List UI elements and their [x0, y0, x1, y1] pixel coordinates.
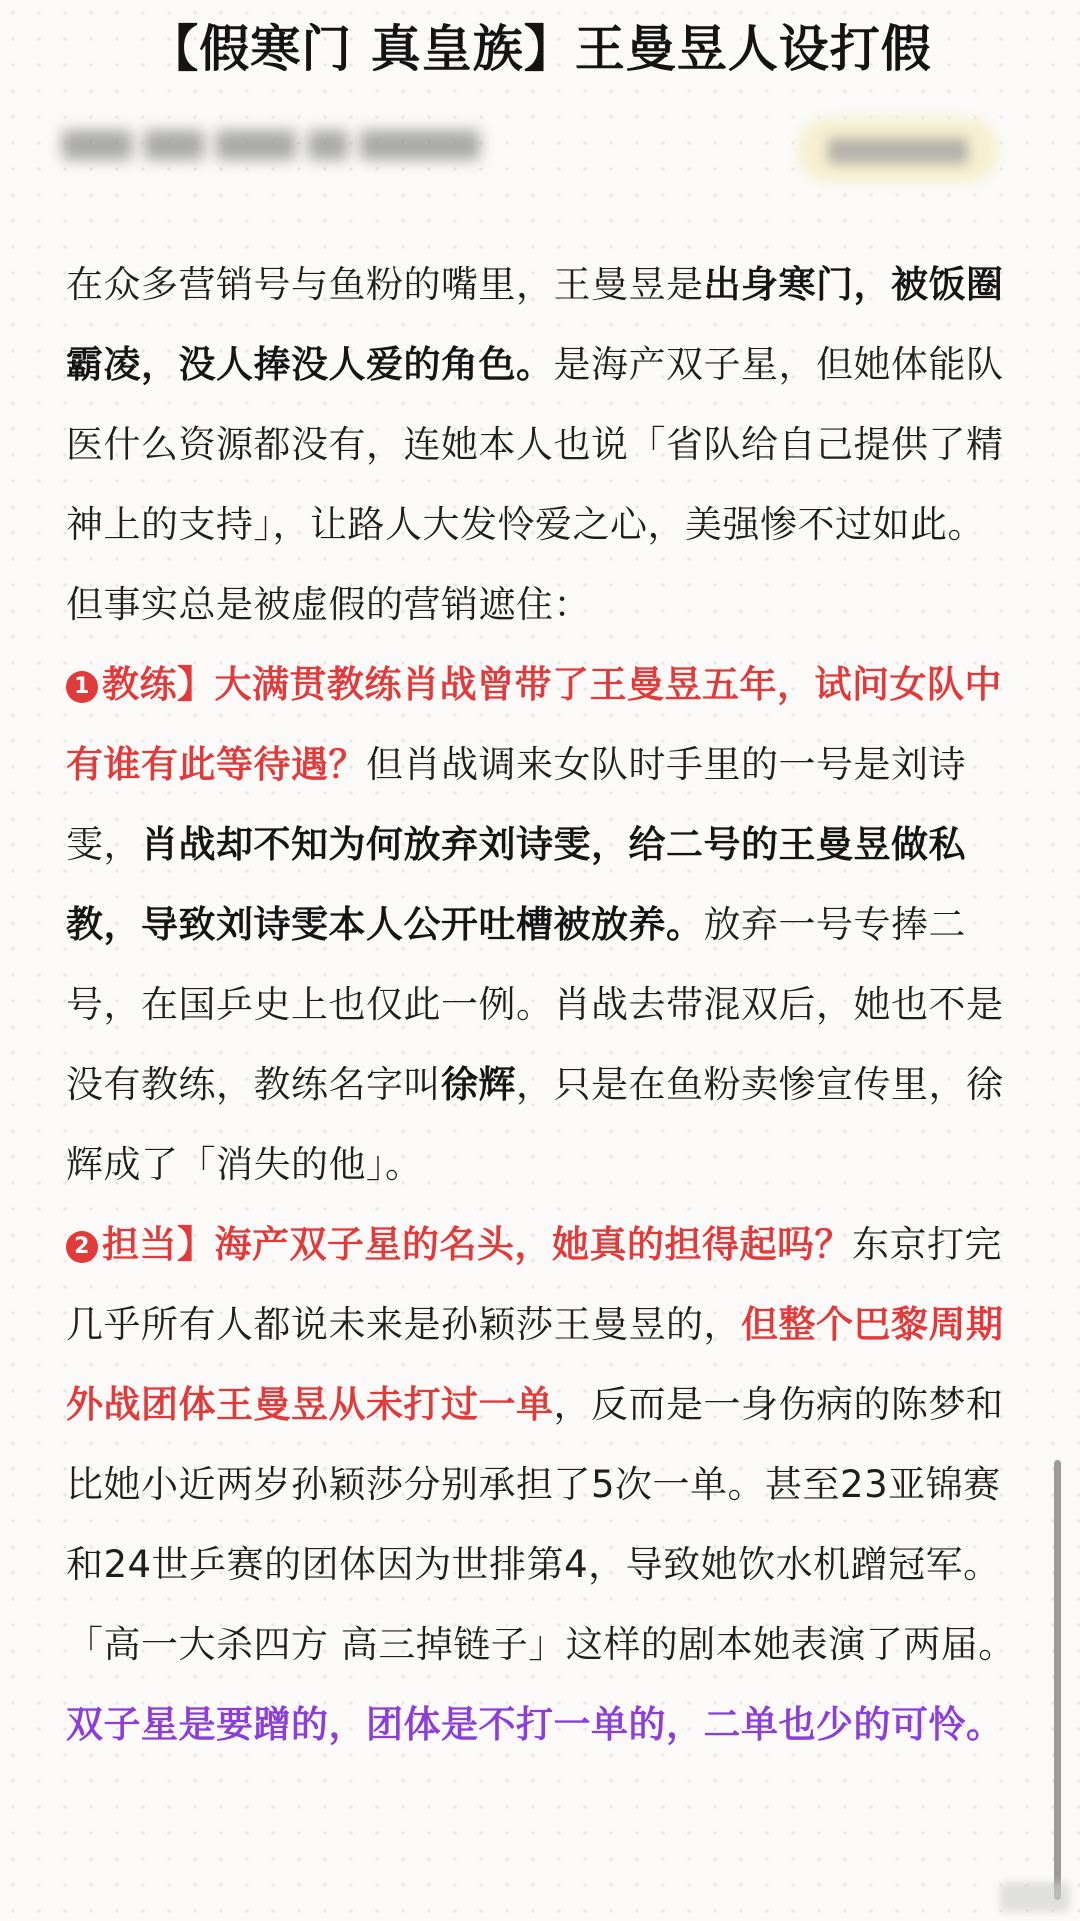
section-responsibility-purple: 双子星是要蹭的，团体是不打一单的，二单也少的可怜。: [66, 1703, 1004, 1746]
section-coach-text-1: 但肖战调来女队时手里的一号是刘诗雯，: [66, 743, 966, 866]
number-one-badge: 1: [66, 671, 98, 703]
intro-text-2: 是海产双子星，但她体能队医什么资源都没有，连她本人也说「省队给自己提供了精神上的支持」，让路人大发怜爱之心，美强惨不过如此。但事实总是被虚假的营销遮住：: [66, 343, 1004, 626]
blurred-badge: [798, 118, 998, 182]
section-responsibility-red-2: 但整个巴黎周期外战团体王曼昱从未打过一单: [66, 1303, 1004, 1426]
scrollbar-thumb[interactable]: [1054, 1460, 1061, 1900]
intro-text-1: 在众多营销号与鱼粉的嘴里，王曼昱是: [66, 263, 704, 306]
number-two-badge: 2: [66, 1231, 98, 1263]
intro-bold-1: 出身寒门，被饭圈霸凌，没人捧没人爱的角色。: [66, 263, 1004, 386]
blurred-author-meta: [62, 118, 502, 172]
section-responsibility: [66, 1205, 1016, 1765]
section-coach-bold-2: 徐辉: [441, 1063, 516, 1106]
section-coach-text-2: 放弃一号专捧二号，在国乒史上也仅此一例。肖战去带混双后，她也不是没有教练，教练名字叫: [66, 903, 1004, 1106]
section-responsibility-heading: 担当】海产双子星的名头，她真的担得起吗？: [102, 1223, 852, 1266]
blurred-watermark: [1000, 1882, 1070, 1912]
intro-paragraph: [66, 245, 1016, 645]
article-body: [66, 245, 1016, 1765]
section-responsibility-text-1: 东京打完几乎所有人都说未来是孙颖莎王曼昱的，: [66, 1223, 1002, 1346]
section-coach-heading: 教练】大满贯教练肖战曾带了王曼昱五年，试问女队中有谁有此等待遇？: [66, 663, 1002, 786]
section-coach-bold-1: 肖战却不知为何放弃刘诗雯，给二号的王曼昱做私教，导致刘诗雯本人公开吐槽被放养。: [66, 823, 966, 946]
section-coach-text-3: ，只是在鱼粉卖惨宣传里，徐辉成了「消失的他」。: [66, 1063, 1004, 1186]
article-title: 【假寒门 真皇族】王曼昱人设打假: [148, 20, 932, 78]
section-responsibility-text-2: ，反而是一身伤病的陈梦和比她小近两岁孙颖莎分别承担了5次一单。甚至23亚锦赛和24世乒赛的团体因为世排第4，导致她饮水机蹭冠军。「高一大杀四方 高三掉链子」这样的剧本她表演了两届。: [66, 1383, 1016, 1666]
section-coach: [66, 645, 1016, 1205]
